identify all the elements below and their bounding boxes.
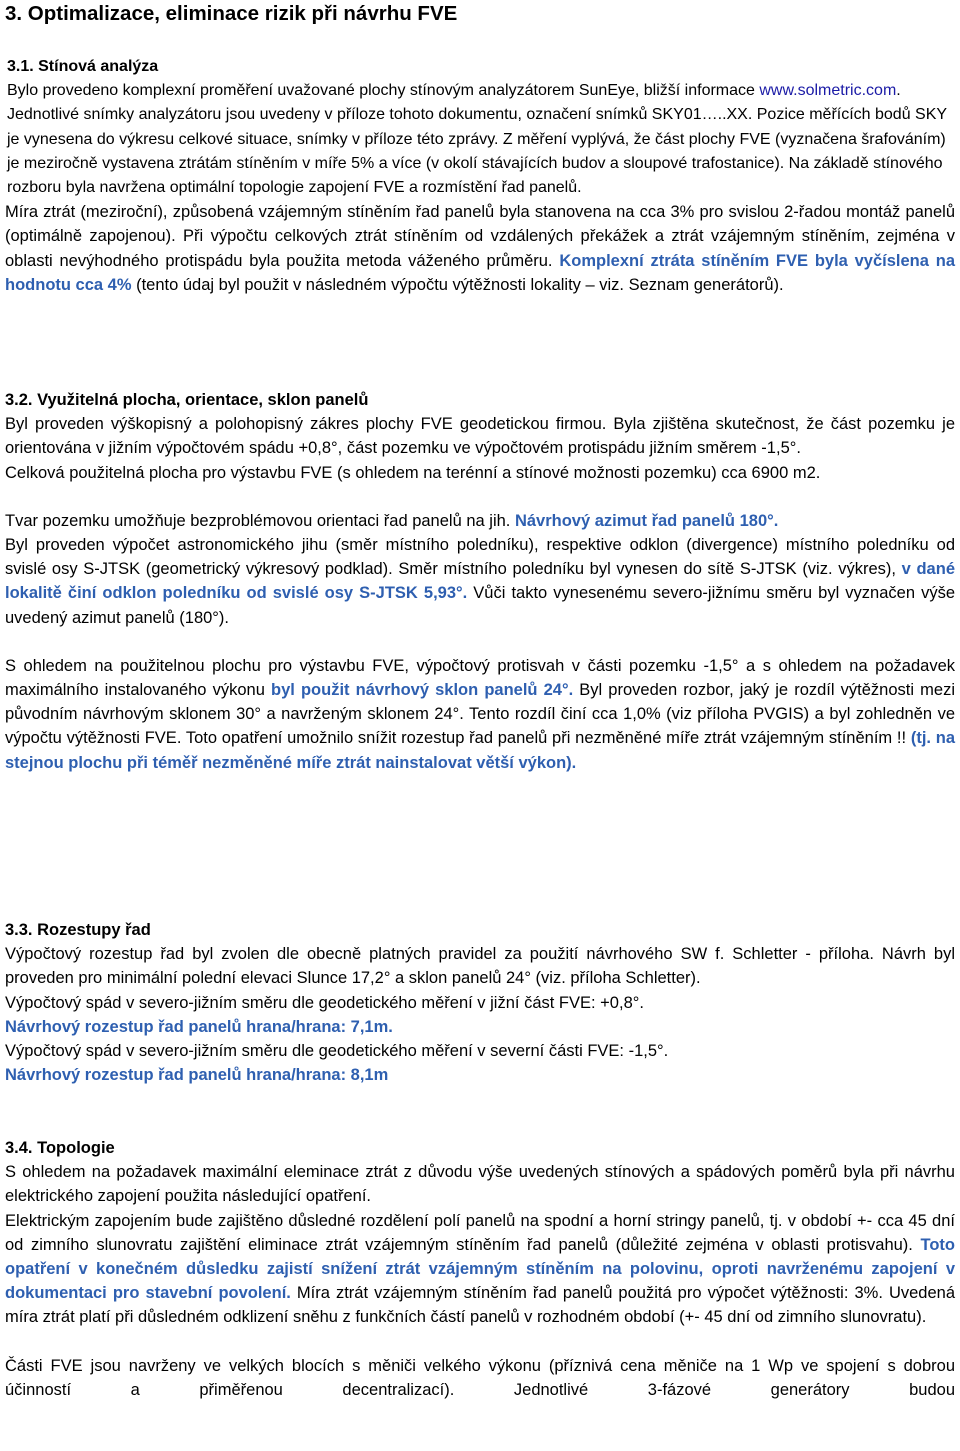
paragraph: Části FVE jsou navrženy ve velkých blocích s měniči velkého výkonu (příznivá cena měniče na 1 Wp ve spojení s dobrou účinností a přiměřenou decentralizací). Jednotlivé 3-fázové generátory budou bbox=[5, 1356, 955, 1399]
paragraph: Byl proveden výškopisný a polohopisný zákres plochy FVE geodetickou firmou. Byla zjištěna skutečnost, že část pozemku je orientována v jižním výpočtovém spádu +0,8°, část pozemku ve výpočtovém protispádu jižním směrem -1,5°. bbox=[5, 415, 955, 458]
highlight-text: Toto opatření v konečném důsledku zajistí snížení ztrát vzájemným stíněním na polovinu, oproti navrženému zapojení v dokumentaci pro stavební povolení. bbox=[5, 1235, 955, 1303]
paragraph: S ohledem na požadavek maximální eleminace ztrát z důvodu výše uvedených stínových a spádových poměrů byla při návrhu elektrického zapojení použita následující opatření. bbox=[5, 1163, 955, 1206]
highlight-text: Komplexní ztráta stíněním FVE byla vyčíslena na hodnotu cca 4% bbox=[5, 251, 955, 294]
paragraph: S ohledem na použitelnou plochu pro výstavbu FVE, výpočtový protisvah v části pozemku -1,5° a s ohledem na požadavek maximálního instalovaného výkonu byl použit návrhový sklon panelů 24°. Byl proveden rozbor, jaký je rozdíl výtěžnosti mezi původním návrhovým sklonem 30° a navrženým sklonem 24°. Tento rozdíl činí cca 1,0% (viz příloha PVGIS) a byl zohledněn ve výpočtu výtěžnosti FVE. Toto opatření umožnilo snížit rozestup řad panelů při nezměněné míře ztrát vzájemným stíněním !! (tj. na stejnou plochu při téměř nezměněné míře ztrát nainstalovat větší výkon). bbox=[5, 656, 956, 772]
highlight-text: Návrhový azimut řad panelů 180°. bbox=[514, 511, 779, 530]
page-title: 3. Optimalizace, eliminace rizik při návrhu FVE bbox=[5, 2, 458, 25]
section-heading: 3.3. Rozestupy řad bbox=[5, 921, 151, 939]
section-shading-analysis bbox=[5, 55, 955, 297]
section-heading: 3.4. Topologie bbox=[5, 1139, 115, 1157]
paragraph: Výpočtový spád v severo-jižním směru dle geodetického měření v jižní část FVE: +0,8°. bbox=[5, 993, 644, 1012]
paragraph: Výpočtový rozestup řad byl zvolen dle obecně platných pravidel za použití návrhového SW f. Schletter - příloha. Návrh byl proveden pro minimální polední elevaci Slunce 17,2° a sklon panelů 24° (viz. příloha Schletter). bbox=[5, 945, 955, 988]
highlight-text: v dané lokalitě činí odklon poledníku od svislé osy S-JTSK 5,93°. bbox=[5, 560, 955, 603]
paragraph: Tvar pozemku umožňuje bezproblémovou orientaci řad panelů na jih. Návrhový azimut řad panelů 180°. bbox=[5, 511, 779, 530]
section-heading: 3.1. Stínová analýza bbox=[7, 58, 159, 75]
paragraph: Míra ztrát (meziroční), způsobená vzájemným stíněním řad panelů byla stanovena na cca 3% pro svislou 2-řadou montáž panelů (optimálně zapojenou). Při výpočtu celkových ztrát stíněním od vzdálených překážek a ztrát vzájemným stíněním, zejména v oblasti nevýhodného protispádu byla použita metoda váženého průměru. Komplexní ztráta stíněním FVE byla vyčíslena na hodnotu cca 4% (tento údaj byl použit v následném výpočtu výtěžnosti lokality – viz. Seznam generátorů). bbox=[5, 203, 955, 294]
highlight-text: (tj. na stejnou plochu při téměř nezměněné míře ztrát nainstalovat větší výkon). bbox=[5, 729, 956, 772]
highlight-text: byl použit návrhový sklon panelů 24°. bbox=[271, 681, 574, 700]
section-heading: 3.2. Využitelná plocha, orientace, sklon panelů bbox=[5, 391, 369, 409]
solmetric-link[interactable]: www.solmetric.com bbox=[759, 82, 897, 100]
paragraph: Celková použitelná plocha pro výstavbu FVE (s ohledem na terénní a stínové možnosti pozemku) cca 6900 m2. bbox=[5, 463, 821, 482]
section-topology bbox=[5, 1136, 955, 1402]
paragraph: Bylo provedeno komplexní proměření uvažované plochy stínovým analyzátorem SunEye, bližší informace www.solmetric.com. Jednotlivé snímky analyzátoru jsou uvedeny v příloze tohoto dokumentu, označení snímků SKY01…..XX. Pozice měřících bodů SKY je vynesena do výkresu celkové situace, snímky v příloze této zprávy. Z měření vyplývá, že část plochy FVE (vyznačena šrafováním) je meziročně vystavena ztrátám stíněním v míře 5% a více (v okolí stávajících budov a sloupové trafostanice). Na základě stínového rozboru byla navržena optimální topologie zapojení FVE a rozmístění řad panelů. bbox=[7, 82, 947, 197]
highlight-text: Návrhový rozestup řad panelů hrana/hrana: 7,1m. bbox=[5, 1017, 393, 1036]
paragraph: Výpočtový spád v severo-jižním směru dle geodetického měření v severní části FVE: -1,5°. bbox=[5, 1042, 669, 1061]
paragraph: Byl proveden výpočet astronomického jihu (směr místního poledníku), respektive odklon (divergence) místního poledníku od svislé osy S-JTSK (geometrický výkresový podklad). Směr místního poledníku byl vynesen do sítě S-JTSK (viz. výkres), v dané lokalitě činí odklon poledníku od svislé osy S-JTSK 5,93°. Vůči takto vynesenému severo-jižnímu směru byl vyznačen výše uvedený azimut panelů (180°). bbox=[5, 536, 955, 627]
highlight-text: Návrhový rozestup řad panelů hrana/hrana: 8,1m bbox=[5, 1066, 389, 1085]
section-row-spacing bbox=[5, 918, 955, 1087]
paragraph: Elektrickým zapojením bude zajištěno důsledné rozdělení polí panelů na spodní a horní stringy panelů, tj. v období +- cca 45 dní od zimního slunovratu zajištění eliminace ztrát vzájemným stíněním řad panelů (důležité zejména v oblasti protisvahu). Toto opatření v konečném důsledku zajistí snížení ztrát vzájemným stíněním na polovinu, oproti navrženému zapojení v dokumentaci pro stavební povolení. Míra ztrát vzájemným stíněním řad panelů použitá pro výpočet výtěžnosti: 3%. Uvedená míra ztrát platí při důsledném odklizení sněhu z funkčních částí panelů v rozhodném období (+- 45 dní od zimního slunovratu). bbox=[5, 1211, 956, 1327]
section-usable-area bbox=[5, 388, 955, 775]
